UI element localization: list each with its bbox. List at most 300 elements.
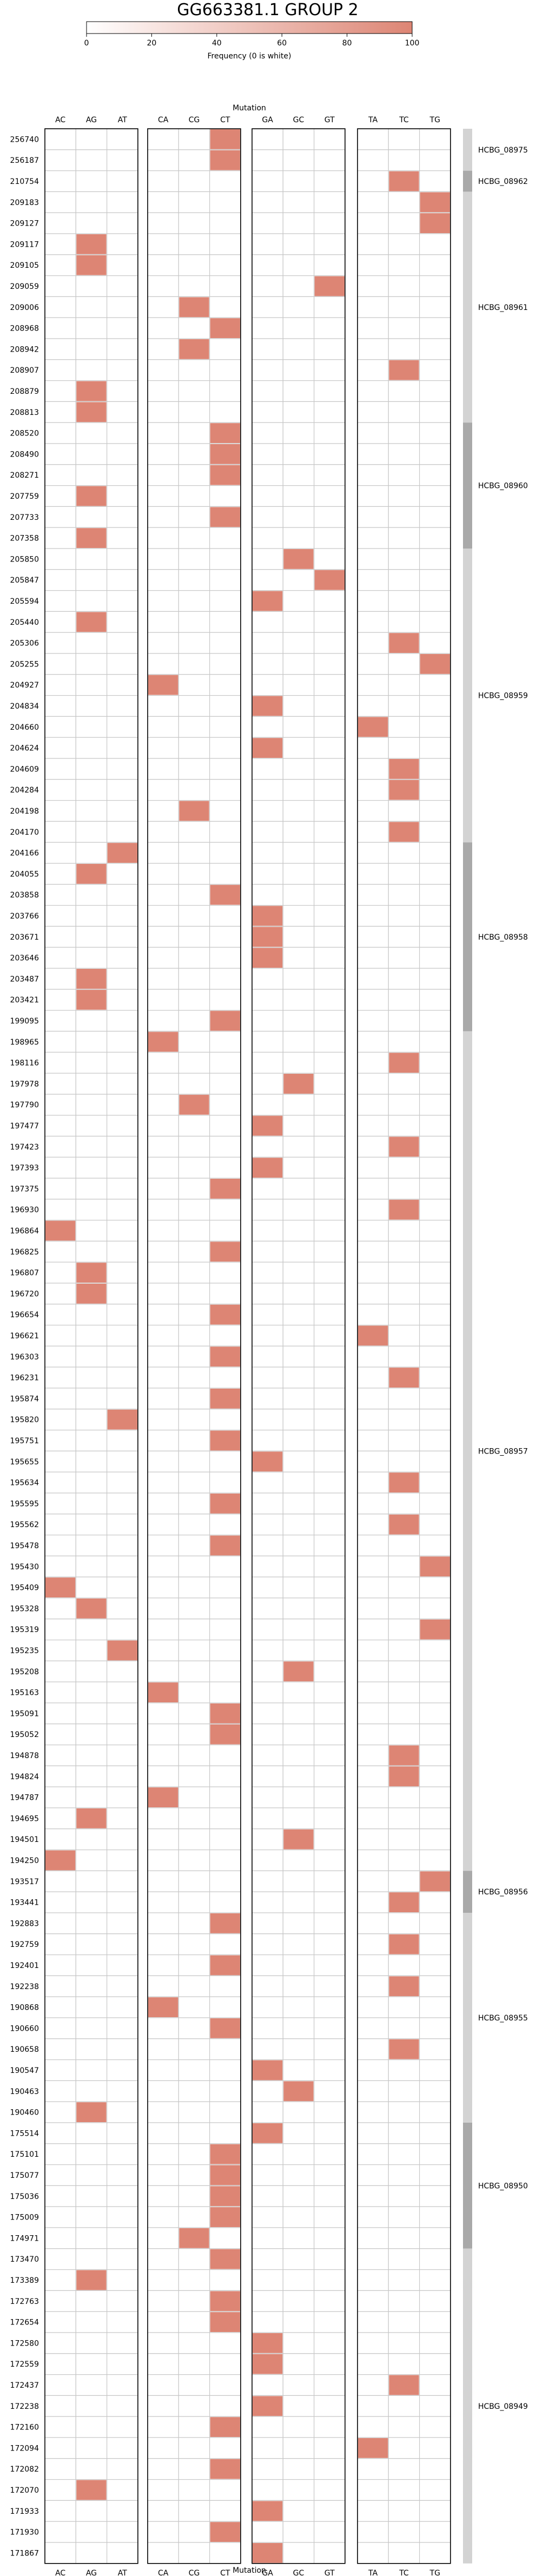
grid-cell bbox=[420, 2354, 451, 2375]
grid-cell bbox=[178, 1850, 209, 1871]
heatmap-cell-197423-TC bbox=[389, 1137, 419, 1157]
grid-cell bbox=[252, 2018, 283, 2039]
grid-cell bbox=[45, 2249, 76, 2270]
grid-cell bbox=[210, 1934, 241, 1955]
grid-cell bbox=[358, 884, 388, 906]
grid-cell bbox=[388, 863, 419, 884]
column-label-bottom: TA bbox=[368, 2568, 378, 2576]
grid-cell bbox=[178, 2480, 209, 2501]
grid-cell bbox=[45, 2354, 76, 2375]
heatmap-cell-175009-CT bbox=[210, 2207, 240, 2227]
grid-cell bbox=[148, 1157, 178, 1178]
heatmap-cell-175514-GA bbox=[253, 2123, 282, 2143]
grid-cell bbox=[210, 276, 241, 297]
grid-cell bbox=[107, 2542, 138, 2564]
grid-cell bbox=[107, 2123, 138, 2144]
grid-cell bbox=[178, 1724, 209, 1745]
grid-cell bbox=[358, 1031, 388, 1052]
row-label: 175036 bbox=[10, 2192, 39, 2201]
grid-cell bbox=[76, 506, 107, 527]
grid-cell bbox=[107, 611, 138, 632]
grid-cell bbox=[178, 1472, 209, 1493]
heatmap-cell-196303-CT bbox=[210, 1346, 240, 1366]
grid-cell bbox=[314, 947, 345, 968]
heatmap-cell-198965-CA bbox=[148, 1032, 178, 1052]
grid-cell bbox=[76, 1052, 107, 1073]
heatmap-cell-193517-TG bbox=[420, 1871, 450, 1891]
grid-cell bbox=[388, 570, 419, 591]
heatmap-cell-204660-TA bbox=[358, 717, 388, 737]
grid-cell bbox=[76, 2311, 107, 2333]
row-label: 196231 bbox=[10, 1373, 39, 1383]
grid-cell bbox=[358, 422, 388, 444]
heatmap-cell-195478-CT bbox=[210, 1536, 240, 1556]
row-label: 198116 bbox=[10, 1059, 39, 1068]
grid-cell bbox=[76, 171, 107, 192]
grid-cell bbox=[210, 1136, 241, 1157]
grid-cell bbox=[178, 1745, 209, 1766]
grid-cell bbox=[420, 129, 451, 150]
grid-cell bbox=[107, 1619, 138, 1640]
grid-cell bbox=[314, 255, 345, 276]
grid-cell bbox=[76, 1220, 107, 1241]
grid-cell bbox=[76, 675, 107, 696]
row-label: 195319 bbox=[10, 1626, 39, 1635]
grid-cell bbox=[107, 1472, 138, 1493]
grid-cell bbox=[314, 1556, 345, 1577]
grid-cell bbox=[252, 381, 283, 402]
grid-cell bbox=[420, 863, 451, 884]
grid-cell bbox=[210, 737, 241, 758]
row-label: 194878 bbox=[10, 1752, 39, 1760]
grid-cell bbox=[210, 1199, 241, 1220]
grid-cell bbox=[148, 591, 178, 612]
heatmap-cell-205594-GA bbox=[253, 591, 282, 611]
grid-cell bbox=[76, 653, 107, 675]
grid-cell bbox=[358, 570, 388, 591]
grid-cell bbox=[420, 1094, 451, 1115]
grid-cell bbox=[45, 884, 76, 906]
row-label: 195751 bbox=[10, 1437, 39, 1445]
grid-cell bbox=[178, 2060, 209, 2081]
row-label: 205306 bbox=[10, 639, 39, 648]
grid-cell bbox=[420, 1955, 451, 1976]
grid-cell bbox=[210, 696, 241, 717]
grid-cell bbox=[283, 191, 314, 213]
grid-cell bbox=[388, 2395, 419, 2416]
heatmap-cell-207759-AG bbox=[76, 486, 106, 506]
grid-cell bbox=[358, 2123, 388, 2144]
grid-cell bbox=[178, 884, 209, 906]
grid-cell bbox=[45, 2542, 76, 2564]
grid-cell bbox=[178, 1913, 209, 1934]
group-label: HCBG_08960 bbox=[478, 481, 528, 491]
grid-cell bbox=[252, 1010, 283, 1032]
grid-cell bbox=[283, 2311, 314, 2333]
grid-cell bbox=[45, 863, 76, 884]
grid-cell bbox=[45, 906, 76, 927]
grid-cell bbox=[252, 1766, 283, 1787]
grid-cell bbox=[314, 171, 345, 192]
grid-cell bbox=[148, 2416, 178, 2438]
grid-cell bbox=[210, 1073, 241, 1094]
grid-cell bbox=[314, 1157, 345, 1178]
grid-cell bbox=[210, 1409, 241, 1430]
grid-cell bbox=[283, 842, 314, 863]
grid-cell bbox=[148, 276, 178, 297]
grid-cell bbox=[283, 2542, 314, 2564]
row-label: 172094 bbox=[10, 2444, 39, 2453]
grid-cell bbox=[252, 716, 283, 737]
row-label: 195655 bbox=[10, 1457, 39, 1467]
grid-cell bbox=[314, 2144, 345, 2165]
grid-cell bbox=[314, 296, 345, 318]
grid-cell bbox=[358, 926, 388, 947]
column-label-top: TC bbox=[399, 116, 409, 124]
grid-cell bbox=[283, 2354, 314, 2375]
grid-cell bbox=[45, 1682, 76, 1703]
grid-cell bbox=[358, 1346, 388, 1367]
grid-cell bbox=[283, 863, 314, 884]
grid-cell bbox=[148, 1472, 178, 1493]
heatmap-cell-196621-TA bbox=[358, 1326, 388, 1346]
grid-cell bbox=[178, 422, 209, 444]
grid-cell bbox=[148, 1766, 178, 1787]
grid-cell bbox=[252, 842, 283, 863]
grid-cell bbox=[388, 2018, 419, 2039]
grid-cell bbox=[45, 2207, 76, 2228]
grid-cell bbox=[420, 2228, 451, 2249]
grid-cell bbox=[420, 1913, 451, 1934]
grid-cell bbox=[178, 1808, 209, 1829]
grid-cell bbox=[388, 150, 419, 171]
grid-cell bbox=[252, 2207, 283, 2228]
heatmap-cell-204624-GA bbox=[253, 738, 282, 758]
grid-cell bbox=[388, 611, 419, 632]
grid-cell bbox=[148, 255, 178, 276]
grid-cell bbox=[148, 696, 178, 717]
grid-cell bbox=[178, 1241, 209, 1262]
grid-cell bbox=[45, 780, 76, 801]
grid-cell bbox=[210, 2102, 241, 2123]
grid-cell bbox=[314, 444, 345, 465]
grid-cell bbox=[358, 1388, 388, 1409]
grid-cell bbox=[314, 2270, 345, 2291]
grid-cell bbox=[314, 1976, 345, 1997]
heatmap-cell-192759-TC bbox=[389, 1934, 419, 1954]
grid-cell bbox=[148, 1367, 178, 1388]
heatmap-cell-195319-TG bbox=[420, 1620, 450, 1640]
row-label: 208907 bbox=[10, 366, 39, 375]
heatmap-cell-205850-GC bbox=[283, 549, 313, 569]
grid-cell bbox=[358, 150, 388, 171]
grid-cell bbox=[178, 1976, 209, 1997]
grid-cell bbox=[420, 296, 451, 318]
grid-cell bbox=[314, 191, 345, 213]
grid-cell bbox=[388, 549, 419, 570]
column-label-top: CA bbox=[157, 116, 169, 124]
heatmap-cell-210754-TC bbox=[389, 171, 419, 191]
grid-cell bbox=[45, 2311, 76, 2333]
group-band bbox=[463, 171, 472, 192]
grid-cell bbox=[420, 339, 451, 360]
row-label: 196825 bbox=[10, 1247, 39, 1257]
grid-cell bbox=[358, 191, 388, 213]
grid-cell bbox=[358, 1220, 388, 1241]
grid-cell bbox=[178, 1031, 209, 1052]
heatmap-cell-195409-AC bbox=[45, 1577, 75, 1597]
heatmap-cell-194695-AG bbox=[76, 1808, 106, 1828]
heatmap-cell-192401-CT bbox=[210, 1956, 240, 1976]
grid-cell bbox=[178, 549, 209, 570]
grid-cell bbox=[283, 1031, 314, 1052]
group-band bbox=[463, 2123, 472, 2249]
grid-cell bbox=[210, 653, 241, 675]
row-label: 204166 bbox=[10, 849, 39, 858]
grid-cell bbox=[178, 2185, 209, 2207]
grid-cell bbox=[107, 926, 138, 947]
grid-cell bbox=[210, 968, 241, 989]
grid-cell bbox=[252, 422, 283, 444]
grid-cell bbox=[314, 716, 345, 737]
grid-cell bbox=[252, 1073, 283, 1094]
grid-cell bbox=[388, 989, 419, 1010]
heatmap-cell-172094-TA bbox=[358, 2438, 388, 2458]
group-band bbox=[463, 549, 472, 842]
grid-cell bbox=[283, 1703, 314, 1724]
grid-cell bbox=[148, 422, 178, 444]
grid-cell bbox=[148, 926, 178, 947]
grid-cell bbox=[178, 1493, 209, 1514]
grid-cell bbox=[388, 2459, 419, 2480]
grid-cell bbox=[283, 150, 314, 171]
grid-cell bbox=[420, 1409, 451, 1430]
grid-cell bbox=[283, 2480, 314, 2501]
grid-cell bbox=[283, 780, 314, 801]
grid-cell bbox=[314, 1640, 345, 1661]
heatmap-cell-208813-AG bbox=[76, 402, 106, 422]
row-label: 197423 bbox=[10, 1142, 39, 1152]
heatmap-cell-204198-CG bbox=[179, 801, 209, 821]
row-label: 190547 bbox=[10, 2066, 39, 2075]
column-label-bottom: GT bbox=[324, 2568, 335, 2576]
grid-cell bbox=[107, 2375, 138, 2396]
grid-cell bbox=[358, 2416, 388, 2438]
grid-cell bbox=[45, 1535, 76, 1556]
heatmap-cell-204834-GA bbox=[253, 696, 282, 716]
row-label: 207358 bbox=[10, 534, 39, 543]
grid-cell bbox=[358, 1640, 388, 1661]
heatmap-cell-195634-TC bbox=[389, 1472, 419, 1492]
grid-cell bbox=[420, 360, 451, 381]
grid-cell bbox=[45, 1199, 76, 1220]
row-label: 208879 bbox=[10, 387, 39, 396]
column-label-bottom: AC bbox=[55, 2568, 66, 2576]
grid-cell bbox=[178, 1409, 209, 1430]
grid-cell bbox=[314, 1241, 345, 1262]
grid-cell bbox=[358, 1808, 388, 1829]
row-label: 194824 bbox=[10, 1772, 39, 1781]
grid-cell bbox=[358, 801, 388, 822]
grid-cell bbox=[45, 2102, 76, 2123]
heatmap-cell-195208-GC bbox=[283, 1661, 313, 1681]
row-label: 172160 bbox=[10, 2423, 39, 2432]
grid-cell bbox=[252, 989, 283, 1010]
heatmap-cell-208907-TC bbox=[389, 360, 419, 380]
group-band bbox=[463, 1871, 472, 1913]
grid-cell bbox=[420, 2521, 451, 2542]
grid-cell bbox=[45, 444, 76, 465]
grid-cell bbox=[358, 444, 388, 465]
heatmap-cell-207733-CT bbox=[210, 507, 240, 527]
grid-cell bbox=[107, 2228, 138, 2249]
grid-cell bbox=[358, 1850, 388, 1871]
grid-cell bbox=[314, 1598, 345, 1619]
row-label: 194501 bbox=[10, 1835, 39, 1845]
grid-cell bbox=[76, 758, 107, 780]
grid-cell bbox=[76, 801, 107, 822]
grid-cell bbox=[45, 1997, 76, 2018]
grid-cell bbox=[252, 1094, 283, 1115]
group-band bbox=[463, 842, 472, 1031]
group-label: HCBG_08955 bbox=[478, 2014, 528, 2023]
grid-cell bbox=[45, 465, 76, 486]
grid-cell bbox=[148, 1514, 178, 1535]
group-label: HCBG_08949 bbox=[478, 2402, 528, 2411]
grid-cell bbox=[314, 758, 345, 780]
grid-cell bbox=[148, 2542, 178, 2564]
grid-cell bbox=[107, 1010, 138, 1032]
grid-cell bbox=[45, 611, 76, 632]
grid-cell bbox=[45, 696, 76, 717]
grid-cell bbox=[76, 150, 107, 171]
grid-cell bbox=[76, 1640, 107, 1661]
grid-cell bbox=[45, 1157, 76, 1178]
grid-cell bbox=[314, 2416, 345, 2438]
grid-cell bbox=[107, 234, 138, 255]
grid-cell bbox=[252, 2375, 283, 2396]
row-label: 172559 bbox=[10, 2360, 39, 2369]
grid-cell bbox=[314, 1472, 345, 1493]
grid-cell bbox=[358, 2459, 388, 2480]
grid-cell bbox=[148, 2480, 178, 2501]
grid-cell bbox=[283, 2144, 314, 2165]
grid-cell bbox=[178, 527, 209, 549]
grid-cell bbox=[76, 1913, 107, 1934]
grid-cell bbox=[45, 1892, 76, 1913]
grid-cell bbox=[420, 1283, 451, 1304]
heatmap-cell-209059-GT bbox=[315, 276, 345, 296]
grid-cell bbox=[76, 2165, 107, 2186]
grid-cell bbox=[45, 1136, 76, 1157]
grid-cell bbox=[107, 1787, 138, 1808]
grid-cell bbox=[388, 1115, 419, 1137]
row-label: 204609 bbox=[10, 765, 39, 774]
column-label-top: AC bbox=[55, 116, 66, 124]
row-label: 195562 bbox=[10, 1521, 39, 1530]
grid-cell bbox=[283, 696, 314, 717]
grid-cell bbox=[358, 1913, 388, 1934]
grid-cell bbox=[283, 1262, 314, 1283]
grid-cell bbox=[314, 1115, 345, 1137]
grid-cell bbox=[107, 381, 138, 402]
grid-cell bbox=[314, 1913, 345, 1934]
grid-cell bbox=[358, 821, 388, 842]
grid-cell bbox=[388, 2102, 419, 2123]
grid-cell bbox=[107, 716, 138, 737]
grid-cell bbox=[148, 716, 178, 737]
grid-cell bbox=[252, 1178, 283, 1199]
grid-cell bbox=[148, 2438, 178, 2459]
grid-cell bbox=[178, 1871, 209, 1892]
grid-cell bbox=[178, 129, 209, 150]
grid-cell bbox=[314, 401, 345, 422]
grid-cell bbox=[148, 171, 178, 192]
row-label: 196864 bbox=[10, 1227, 39, 1236]
grid-cell bbox=[107, 1346, 138, 1367]
grid-cell bbox=[388, 2416, 419, 2438]
grid-cell bbox=[358, 1745, 388, 1766]
row-label: 204284 bbox=[10, 786, 39, 795]
heatmap-cell-204170-TC bbox=[389, 822, 419, 842]
grid-cell bbox=[314, 2123, 345, 2144]
row-label: 172070 bbox=[10, 2486, 39, 2495]
grid-cell bbox=[148, 360, 178, 381]
grid-cell bbox=[283, 1955, 314, 1976]
grid-cell bbox=[76, 1157, 107, 1178]
heatmap-cell-195052-CT bbox=[210, 1725, 240, 1745]
grid-cell bbox=[148, 842, 178, 863]
heatmap-cell-205306-TC bbox=[389, 633, 419, 653]
grid-cell bbox=[314, 1703, 345, 1724]
grid-cell bbox=[358, 1514, 388, 1535]
grid-cell bbox=[314, 318, 345, 339]
grid-cell bbox=[283, 1598, 314, 1619]
group-label: HCBG_08962 bbox=[478, 177, 528, 186]
grid-cell bbox=[45, 2438, 76, 2459]
grid-cell bbox=[388, 381, 419, 402]
row-label: 193517 bbox=[10, 1877, 39, 1886]
grid-cell bbox=[314, 381, 345, 402]
grid-cell bbox=[358, 1283, 388, 1304]
row-label: 204660 bbox=[10, 723, 39, 732]
grid-cell bbox=[420, 1577, 451, 1598]
grid-cell bbox=[388, 1556, 419, 1577]
grid-cell bbox=[358, 1955, 388, 1976]
grid-cell bbox=[76, 737, 107, 758]
grid-cell bbox=[420, 1367, 451, 1388]
grid-cell bbox=[283, 1388, 314, 1409]
grid-cell bbox=[283, 129, 314, 150]
grid-cell bbox=[358, 2144, 388, 2165]
heatmap-cell-197393-GA bbox=[253, 1158, 282, 1178]
grid-cell bbox=[107, 1913, 138, 1934]
row-label: 190658 bbox=[10, 2045, 39, 2055]
grid-cell bbox=[314, 884, 345, 906]
grid-cell bbox=[358, 1619, 388, 1640]
grid-cell bbox=[388, 801, 419, 822]
grid-cell bbox=[314, 1682, 345, 1703]
grid-cell bbox=[314, 527, 345, 549]
grid-cell bbox=[45, 213, 76, 234]
grid-cell bbox=[210, 716, 241, 737]
grid-cell bbox=[178, 1514, 209, 1535]
grid-cell bbox=[358, 1262, 388, 1283]
grid-cell bbox=[178, 1262, 209, 1283]
grid-cell bbox=[45, 1241, 76, 1262]
heatmap-cell-208879-AG bbox=[76, 381, 106, 401]
grid-cell bbox=[45, 318, 76, 339]
